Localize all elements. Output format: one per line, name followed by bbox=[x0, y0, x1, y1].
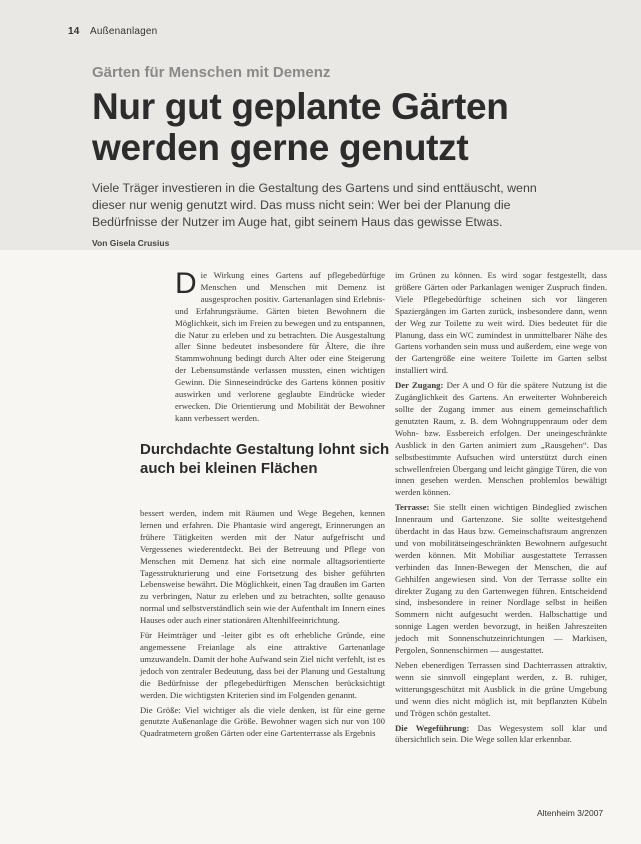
body-paragraph: Für Heimträger und -leiter gibt es oft erhebliche Gründe, eine angemessene Freianlage als eine attraktive Gartenanlage umzuwandeln. Damit der hohe Aufwand sein Ziel nicht verfehlt, ist es jedoch von zentraler Bedeutung, dass bei der Planung und Gestaltung die Bedürfnisse der pflegebedürftigen Menschen berücksichtigt werden. Die wichtigsten Kriterien sind im Folgenden genannt. bbox=[140, 630, 385, 700]
body-paragraph bbox=[395, 502, 607, 657]
body-paragraph: Neben ebenerdigen Terrassen sind Dachterrassen attraktiv, wenn sie sinnvoll eingeplant werden, z. B. ruhiger, witterungsgeschützt mit Ausblick in die grüne Umgebung und wenn dies nicht möglich ist, mit bepflanzten Kübeln und Trögen schön gestaltet. bbox=[395, 660, 607, 718]
section-label: Außenanlagen bbox=[89, 26, 158, 37]
body-paragraph: im Grünen zu können. Es wird sogar festgestellt, dass größere Gärten oder Parkanlagen weniger Zuspruch finden. Viele Pflegebedürftige scheinen sich vor längeren Spaziergängen im Garten zurück, insbesondere dann, wenn der Weg zur Toilette zu weit wird. Dies bedeutet für die Planung, dass ein WC zumindest in unmittelbarer Nähe des Gartens vorhanden sein muss und außerdem, eine wege von der Gartengröße eine weitere Toilette im Garten selbst installiert wird. bbox=[395, 270, 607, 376]
body-paragraph: Die Größe: Viel wichtiger als die viele denken, ist für eine gerne genutzte Außenanlage die Größe. Bewohner wagen sich nur von 100 Quadratmetern großen Gärten oder eine Gartenterrasse als Ergebnis bbox=[140, 704, 385, 739]
article-intro: Viele Träger investieren in die Gestaltung des Gartens und sind enttäuscht, wenn dieser nur wenig genutzt wird. Das muss nicht sein: Wer bei der Planung die Bedürfnisse der Nutzer im Auge hat, gibt seinem Haus das gewisse Etwas. bbox=[92, 181, 537, 229]
paragraph-lead: Der Zugang: bbox=[395, 380, 444, 391]
body-paragraph: bessert werden, indem mit Räumen und Wege Begehen, kennen lernen und erfahren. Die Phantasie wird angeregt, Erinnerungen an frühere Tätigkeiten werden mit der Natur aufgefrischt und Vergessenes wiederentdeckt. Bei der Betreuung und Pflege von Menschen mit Demenz hat sich eine normale alltagsorientierte Tagesstrukturierung und eine Fortsetzung des bisher geführten Lebensweise bewährt. Die Möglichkeit, einen Tag draußen im Garten zu verbringen, Natur zu erleben und zu betrachten, sollte genauso normal und selbstverständlich sein wie der Aufenthalt im Innern eines Hauses oder auch einer stationären Altenhilfeeinrichtung. bbox=[140, 508, 385, 626]
body-column-left-bottom bbox=[140, 508, 385, 743]
article-headline: Nur gut geplante Gärten werden gerne genutzt bbox=[92, 86, 509, 168]
article-subheading: Durchdachte Gestaltung lohnt sich auch bei kleinen Flächen bbox=[140, 441, 390, 477]
drop-cap: D bbox=[175, 267, 197, 300]
folio bbox=[68, 26, 157, 37]
paragraph-text: Das Wegesystem soll klar und übersichtlich sein. Die Wege sollen klar erkennbar. bbox=[395, 722, 607, 745]
page-footer: Altenheim 3/2007 bbox=[537, 808, 604, 818]
page-number: 14 bbox=[68, 26, 80, 37]
article-byline: Von Gisela Crusius bbox=[92, 238, 170, 248]
paragraph-lead: Die Wegeführung: bbox=[395, 722, 470, 733]
body-paragraph bbox=[175, 267, 385, 425]
paragraph-text: Sie stellt einen wichtigen Bindeglied zwischen Innenraum und Gartenzone. Sie sollte weitestgehend überdacht in das Haus bzw. Gemeinschaftsraum angrenzen und von mobilitätseingeschränkten Bewohnern aufgesucht werden können. Mit Mobiliar ausgestattete Terrassen verbinden das Innen-Bewegen der Menschen, die auf Gehhilfen angewiesen sind. Von der Terrasse sollte ein direkter Zugang zu den Gartenwegen führen. Entscheidend sind, insbesondere in reiner Nordlage selbst in heißen Sommern nicht aufgesucht werden. Halbschattige und sonnige Lagen werden bevorzugt, in heißen Jahreszeiten jedoch mit Sonnenschutzeinrichtungen — Markisen, Pergolen, Sonnenschirmen — ausgestattet. bbox=[395, 502, 607, 656]
body-column-right bbox=[395, 270, 607, 749]
body-paragraph bbox=[395, 723, 607, 747]
article-kicker: Gärten für Menschen mit Demenz bbox=[92, 64, 331, 81]
body-column-left-top bbox=[175, 267, 385, 428]
paragraph-text: ie Wirkung eines Gartens auf pflegebedürftige Menschen und Menschen mit Demenz ist ausgesprochen positiv. Gartenanlagen sind Erlebnis- und Erfahrungsräume. Gärten bieten Bewohnern die Möglichkeit, sich im Freien zu bewegen und zu entspannen, die Natur zu erleben und zu betrachten. Die Ausgestaltung aller Sinne bedeutet insbesondere für Ältere, die ihre Stammwohnung bedingt durch Alter oder eine Steigerung der Lebensumstände verlassen mussten, einen wichtigen Gewinn. Die Sinneseindrücke des Gartens können positiv auswirken und verlorene geglaubte Eindrücke wieder erwecken. Die Orientierung und Mobilität der Bewohner kann verbessert werden. bbox=[175, 270, 385, 423]
body-paragraph bbox=[395, 380, 607, 499]
paragraph-text: Der A und O für die spätere Nutzung ist die Zugänglichkeit des Gartens. An erweiterter Wohnbereich sollte der Zugang immer aus einem gemeinschaftlich genutzten Raum, z. B. dem Wohngruppenraum oder dem Wohn- bzw. Essbereich erfolgen. Der uneingeschränkte Ausblick in den Garten animiert zum „Rausgehen“. Das selbstbestimmte Aufsuchen wird unterstützt durch einen schwellenfreien Übergang und leicht gängige Türen, die von innen gesehen werden. Menschen problemlos bewältigt werden können. bbox=[395, 380, 607, 498]
paragraph-lead: Terrasse: bbox=[395, 502, 430, 513]
